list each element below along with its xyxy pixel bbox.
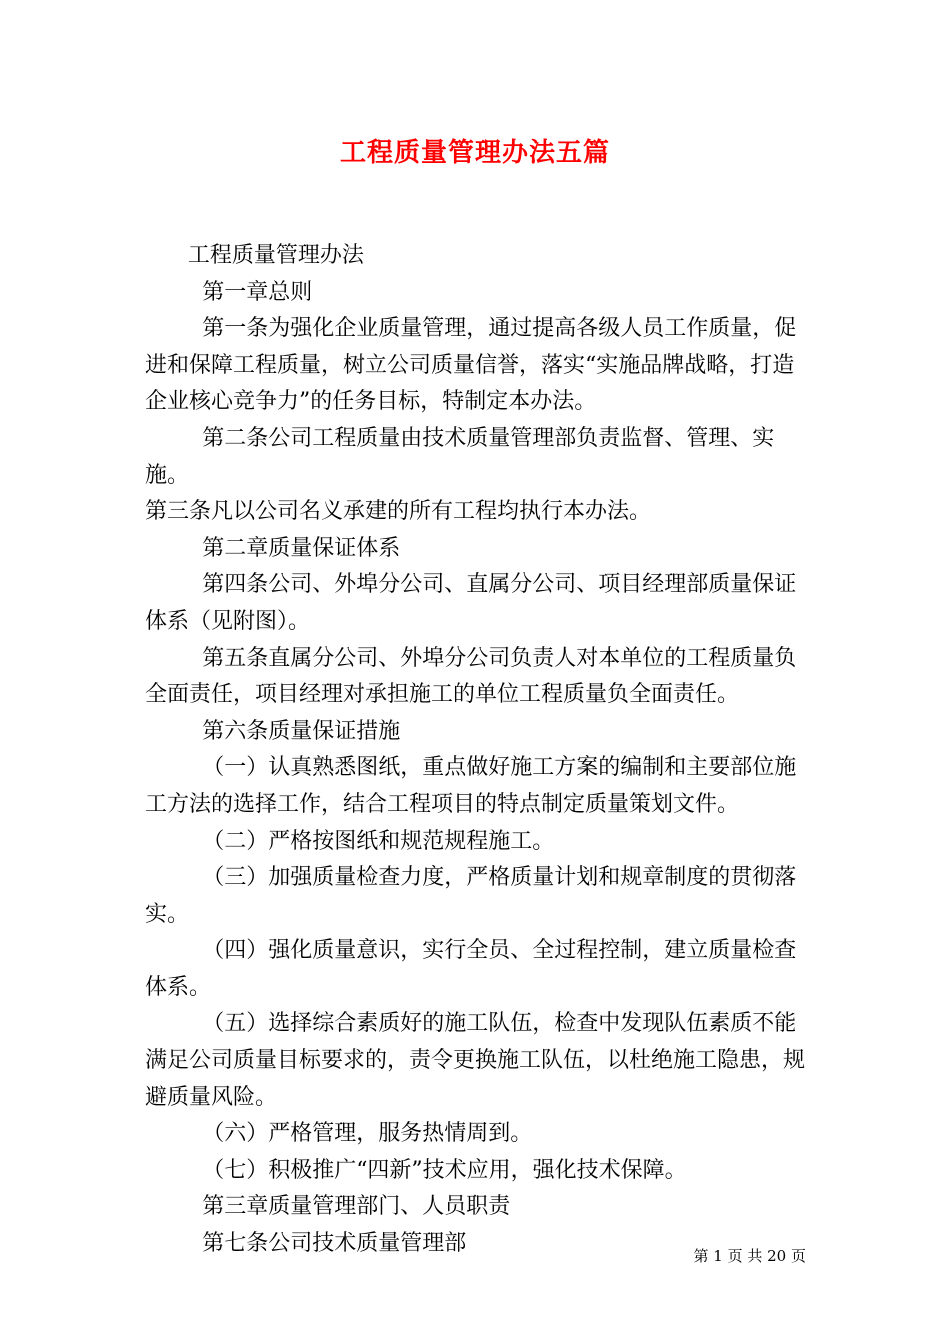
- paragraph: 第一条为强化企业质量管理，通过提高各级人员工作质量，促进和保障工程质量，树立公司质量信誉，落实“实施品牌战略，打造企业核心竞争力”的任务目标，特制定本办法。: [145, 316, 797, 415]
- paragraph: （三）加强质量检查力度，严格质量计划和规章制度的贯彻落实。: [145, 865, 797, 927]
- paragraph: （六）严格管理，服务热情周到。: [202, 1121, 533, 1147]
- paragraph: 第五条直属分公司、外埠分公司负责人对本单位的工程质量负全面责任，项目经理对承担施工的单位工程质量负全面责任。: [145, 645, 797, 708]
- paragraph: 工程质量管理办法: [187, 243, 364, 268]
- paragraph: （一）认真熟悉图纸，重点做好施工方案的编制和主要部位施工方法的选择工作，结合工程项目的特点制定质量策划文件。: [145, 755, 797, 817]
- paragraph: 第一章总则: [202, 279, 313, 305]
- paragraph: （五）选择综合素质好的施工队伍，检查中发现队伍素质不能满足公司质量目标要求的，责令更换施工队伍，以杜绝施工隐患，规避质量风险。: [145, 1011, 806, 1110]
- page-footer: 第 1 页 共 20 页: [693, 1247, 806, 1265]
- document-body: [145, 238, 815, 1263]
- paragraph: 第三条凡以公司名义承建的所有工程均执行本办法。: [145, 499, 652, 525]
- document-title: 工程质量管理办法五篇: [339, 138, 610, 168]
- paragraph: 第四条公司、外埠分公司、直属分公司、项目经理部质量保证体系（见附图）。: [145, 572, 797, 634]
- paragraph: （二）严格按图纸和规范规程施工。: [202, 828, 555, 854]
- paragraph: 第七条公司技术质量管理部: [202, 1231, 467, 1257]
- paragraph: （四）强化质量意识，实行全员、全过程控制，建立质量检查体系。: [145, 938, 797, 1000]
- paragraph: 第六条质量保证措施: [202, 718, 401, 744]
- paragraph: （七）积极推广“四新”技术应用，强化技术保障。: [202, 1157, 687, 1183]
- paragraph: 第二章质量保证体系: [202, 535, 401, 561]
- paragraph: 第二条公司工程质量由技术质量管理部负责监督、管理、实施。: [145, 425, 775, 488]
- paragraph: 第三章质量管理部门、人员职责: [202, 1194, 511, 1220]
